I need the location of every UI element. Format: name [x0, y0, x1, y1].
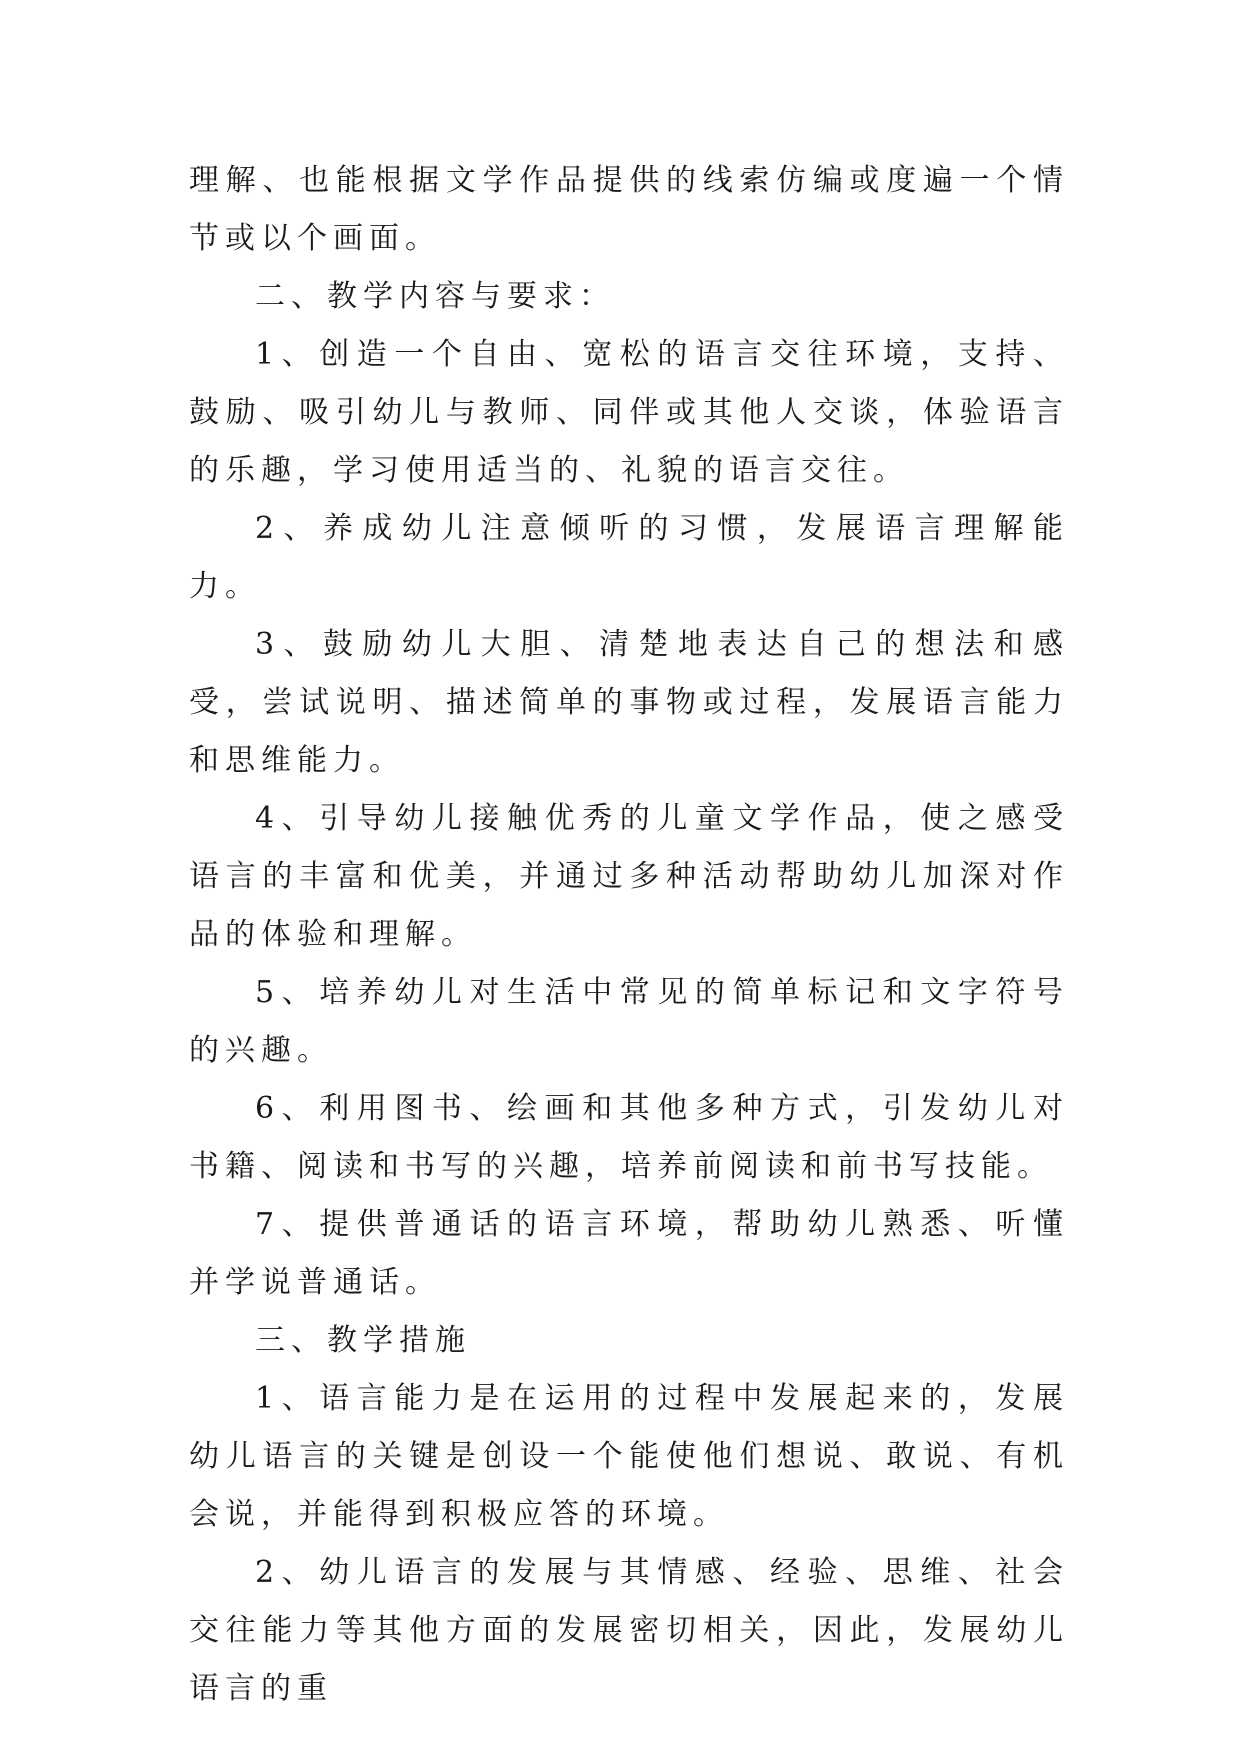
measure-item-2: 2、幼儿语言的发展与其情感、经验、思维、社会交往能力等其他方面的发展密切相关，因此，发展幼儿语言的重 — [189, 1555, 1069, 1706]
measure-item-1: 1、语言能力是在运用的过程中发展起来的，发展幼儿语言的关键是创设一个能使他们想说、敢说、有机会说，并能得到积极应答的环境。 — [189, 1381, 1069, 1532]
list-item-7: 7、提供普通话的语言环境，帮助幼儿熟悉、听懂并学说普通话。 — [189, 1207, 1069, 1300]
list-item-2: 2、养成幼儿注意倾听的习惯，发展语言理解能力。 — [189, 511, 1069, 604]
list-item-5: 5、培养幼儿对生活中常见的简单标记和文字符号的兴趣。 — [189, 975, 1069, 1068]
section-heading-content-requirements: 二、教学内容与要求： — [255, 279, 615, 314]
list-item-4: 4、引导幼儿接触优秀的儿童文学作品，使之感受语言的丰富和优美，并通过多种活动帮助幼儿加深对作品的体验和理解。 — [189, 801, 1069, 952]
paragraph-continuation: 理解、也能根据文学作品提供的线索仿编或度遍一个情节或以个画面。 — [189, 163, 1069, 256]
list-item-6: 6、利用图书、绘画和其他多种方式，引发幼儿对书籍、阅读和书写的兴趣，培养前阅读和前书写技能。 — [189, 1091, 1069, 1184]
list-item-1: 1、创造一个自由、宽松的语言交往环境，支持、鼓励、吸引幼儿与教师、同伴或其他人交谈，体验语言的乐趣，学习使用适当的、礼貌的语言交往。 — [189, 337, 1069, 488]
list-item-3: 3、鼓励幼儿大胆、清楚地表达自己的想法和感受，尝试说明、描述简单的事物或过程，发展语言能力和思维能力。 — [189, 627, 1069, 778]
document-body — [189, 152, 1069, 1718]
section-heading-teaching-measures: 三、教学措施 — [255, 1323, 471, 1358]
